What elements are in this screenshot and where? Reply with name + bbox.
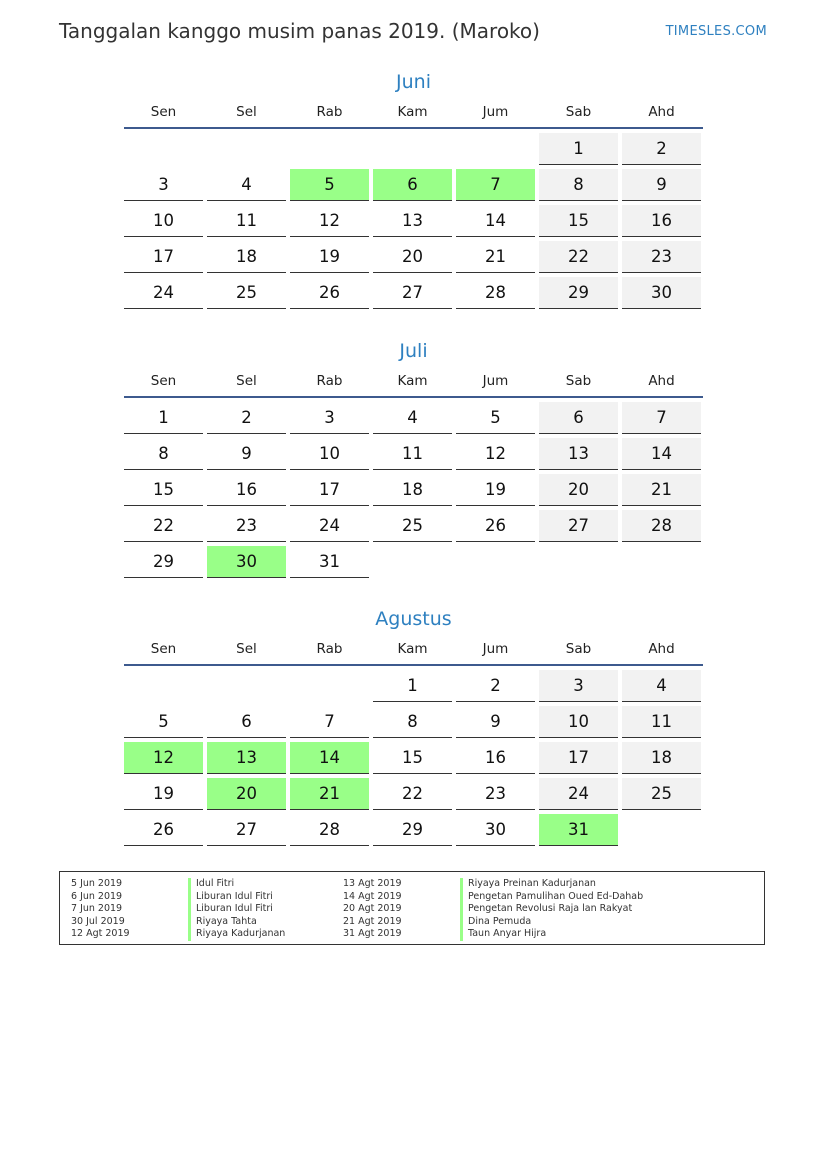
- legend-date: 12 Agt 2019: [71, 928, 130, 939]
- week-row: [124, 814, 703, 846]
- weekday-label: Sab: [565, 641, 592, 657]
- day-cell: 30: [622, 277, 701, 309]
- day-cell: 7: [622, 402, 701, 434]
- legend-holiday-name: Pengetan Revolusi Raja lan Rakyat: [460, 903, 632, 916]
- day-cell: 31: [539, 814, 618, 846]
- day-cell: 5: [124, 706, 203, 738]
- week-row: [124, 277, 703, 309]
- legend-row: [343, 916, 643, 929]
- day-cell: 13: [539, 438, 618, 470]
- day-cell: 21: [290, 778, 369, 810]
- weekday-label: Rab: [316, 641, 343, 657]
- legend-column: [343, 878, 643, 941]
- day-cell: 12: [456, 438, 535, 470]
- day-cell: 9: [456, 706, 535, 738]
- legend-holiday-name: Riyaya Kadurjanan: [188, 928, 285, 941]
- day-cell: 23: [207, 510, 286, 542]
- day-cell: 24: [539, 778, 618, 810]
- week-row: [124, 510, 703, 542]
- week-row: [124, 133, 703, 165]
- legend-holiday-name: Idul Fitri: [188, 878, 234, 891]
- week-row: [124, 670, 703, 702]
- weekday-header: [124, 367, 703, 398]
- weekday-label: Kam: [397, 104, 428, 120]
- weekday-label: Sel: [236, 373, 257, 389]
- day-grid: [124, 670, 703, 846]
- day-cell: 10: [539, 706, 618, 738]
- empty-day-cell: [124, 133, 203, 165]
- day-cell: 4: [373, 402, 452, 434]
- day-cell: 13: [373, 205, 452, 237]
- weekday-label: Kam: [397, 373, 428, 389]
- weekday-label: Ahd: [648, 373, 675, 389]
- day-cell: 14: [456, 205, 535, 237]
- weekday-label: Sen: [150, 641, 177, 657]
- day-grid: [124, 133, 703, 309]
- day-cell: 20: [539, 474, 618, 506]
- day-cell: 26: [290, 277, 369, 309]
- day-cell: 9: [622, 169, 701, 201]
- week-row: [124, 241, 703, 273]
- legend-holiday-name: Dina Pemuda: [460, 916, 531, 929]
- day-cell: 4: [207, 169, 286, 201]
- week-row: [124, 205, 703, 237]
- day-cell: 26: [456, 510, 535, 542]
- day-cell: 17: [124, 241, 203, 273]
- day-cell: 16: [456, 742, 535, 774]
- legend-date: 7 Jun 2019: [71, 903, 123, 914]
- day-cell: 12: [290, 205, 369, 237]
- weekday-label: Kam: [397, 641, 428, 657]
- day-cell: 16: [207, 474, 286, 506]
- weekday-label: Sel: [236, 641, 257, 657]
- day-cell: 14: [622, 438, 701, 470]
- week-row: [124, 706, 703, 738]
- week-row: [124, 474, 703, 506]
- day-cell: 18: [622, 742, 701, 774]
- day-cell: 15: [373, 742, 452, 774]
- day-cell: 7: [456, 169, 535, 201]
- day-cell: 27: [373, 277, 452, 309]
- empty-day-cell: [124, 670, 203, 702]
- month-title: Agustus: [375, 608, 452, 630]
- day-cell: 28: [290, 814, 369, 846]
- weekday-label: Ahd: [648, 104, 675, 120]
- week-row: [124, 438, 703, 470]
- empty-day-cell: [373, 546, 452, 578]
- weekday-label: Jum: [482, 641, 509, 657]
- day-cell: 19: [124, 778, 203, 810]
- weekday-label: Jum: [482, 373, 509, 389]
- day-cell: 17: [539, 742, 618, 774]
- day-cell: 28: [456, 277, 535, 309]
- day-cell: 15: [539, 205, 618, 237]
- weekday-label: Rab: [316, 373, 343, 389]
- legend-date: 14 Agt 2019: [343, 890, 402, 902]
- weekday-label: Sel: [236, 104, 257, 120]
- empty-day-cell: [290, 670, 369, 702]
- legend-holiday-name: Liburan Idul Fitri: [188, 903, 273, 916]
- empty-day-cell: [622, 546, 701, 578]
- day-cell: 22: [373, 778, 452, 810]
- day-cell: 1: [539, 133, 618, 165]
- legend-date: 6 Jun 2019: [71, 890, 123, 902]
- month-august: [124, 605, 703, 850]
- day-cell: 18: [207, 241, 286, 273]
- day-cell: 28: [622, 510, 701, 542]
- day-cell: 5: [290, 169, 369, 201]
- day-cell: 4: [622, 670, 701, 702]
- day-cell: 11: [622, 706, 701, 738]
- day-cell: 8: [539, 169, 618, 201]
- day-cell: 21: [456, 241, 535, 273]
- legend-holiday-name: Riyaya Tahta: [188, 916, 257, 929]
- legend-row: [343, 903, 643, 916]
- legend-holiday-name: Riyaya Preinan Kadurjanan: [460, 878, 596, 891]
- weekday-label: Sab: [565, 373, 592, 389]
- legend-row: [71, 903, 285, 916]
- legend-date: 31 Agt 2019: [343, 928, 402, 939]
- day-cell: 22: [124, 510, 203, 542]
- day-cell: 25: [373, 510, 452, 542]
- day-cell: 21: [622, 474, 701, 506]
- day-cell: 17: [290, 474, 369, 506]
- day-cell: 10: [290, 438, 369, 470]
- month-july: [124, 337, 703, 582]
- day-cell: 30: [207, 546, 286, 578]
- empty-day-cell: [456, 546, 535, 578]
- weekday-label: Rab: [316, 104, 343, 120]
- day-cell: 30: [456, 814, 535, 846]
- day-cell: 18: [373, 474, 452, 506]
- day-cell: 19: [290, 241, 369, 273]
- legend-row: [71, 928, 285, 941]
- empty-day-cell: [373, 133, 452, 165]
- legend-row: [343, 928, 643, 941]
- day-cell: 27: [539, 510, 618, 542]
- holiday-legend: [59, 871, 765, 945]
- day-cell: 20: [207, 778, 286, 810]
- week-row: [124, 546, 703, 578]
- day-cell: 6: [539, 402, 618, 434]
- day-cell: 25: [622, 778, 701, 810]
- legend-holiday-name: Pengetan Pamulihan Oued Ed-Dahab: [460, 891, 643, 904]
- day-cell: 8: [124, 438, 203, 470]
- day-cell: 12: [124, 742, 203, 774]
- month-title: Juli: [399, 340, 428, 362]
- week-row: [124, 742, 703, 774]
- day-cell: 8: [373, 706, 452, 738]
- legend-date: 30 Jul 2019: [71, 915, 125, 927]
- page-title: Tanggalan kanggo musim panas 2019. (Maroko): [59, 19, 540, 43]
- day-cell: 3: [124, 169, 203, 201]
- legend-row: [343, 891, 643, 904]
- day-cell: 1: [124, 402, 203, 434]
- day-grid: [124, 402, 703, 578]
- empty-day-cell: [207, 670, 286, 702]
- weekday-label: Jum: [482, 104, 509, 120]
- empty-day-cell: [207, 133, 286, 165]
- day-cell: 24: [290, 510, 369, 542]
- day-cell: 23: [456, 778, 535, 810]
- legend-holiday-name: Liburan Idul Fitri: [188, 891, 273, 904]
- legend-row: [71, 916, 285, 929]
- empty-day-cell: [622, 814, 701, 846]
- day-cell: 1: [373, 670, 452, 702]
- empty-day-cell: [456, 133, 535, 165]
- legend-row: [71, 891, 285, 904]
- week-row: [124, 402, 703, 434]
- brand-logo-link[interactable]: TIMESLES.COM: [665, 24, 767, 39]
- day-cell: 22: [539, 241, 618, 273]
- month-june: [124, 68, 703, 313]
- day-cell: 20: [373, 241, 452, 273]
- day-cell: 29: [373, 814, 452, 846]
- day-cell: 11: [207, 205, 286, 237]
- legend-holiday-name: Taun Anyar Hijra: [460, 928, 546, 941]
- month-title: Juni: [396, 71, 431, 93]
- legend-date: 20 Agt 2019: [343, 903, 402, 914]
- day-cell: 3: [290, 402, 369, 434]
- day-cell: 15: [124, 474, 203, 506]
- day-cell: 31: [290, 546, 369, 578]
- weekday-header: [124, 635, 703, 666]
- day-cell: 3: [539, 670, 618, 702]
- week-row: [124, 778, 703, 810]
- day-cell: 14: [290, 742, 369, 774]
- legend-date: 5 Jun 2019: [71, 878, 123, 889]
- legend-date: 13 Agt 2019: [343, 878, 402, 889]
- legend-row: [71, 878, 285, 891]
- day-cell: 29: [539, 277, 618, 309]
- day-cell: 13: [207, 742, 286, 774]
- day-cell: 29: [124, 546, 203, 578]
- weekday-label: Sab: [565, 104, 592, 120]
- empty-day-cell: [539, 546, 618, 578]
- day-cell: 10: [124, 205, 203, 237]
- day-cell: 23: [622, 241, 701, 273]
- day-cell: 26: [124, 814, 203, 846]
- legend-row: [343, 878, 643, 891]
- day-cell: 27: [207, 814, 286, 846]
- legend-column: [71, 878, 285, 941]
- day-cell: 5: [456, 402, 535, 434]
- weekday-label: Sen: [150, 104, 177, 120]
- day-cell: 6: [207, 706, 286, 738]
- empty-day-cell: [290, 133, 369, 165]
- day-cell: 9: [207, 438, 286, 470]
- day-cell: 2: [456, 670, 535, 702]
- day-cell: 2: [207, 402, 286, 434]
- week-row: [124, 169, 703, 201]
- day-cell: 2: [622, 133, 701, 165]
- day-cell: 16: [622, 205, 701, 237]
- day-cell: 7: [290, 706, 369, 738]
- weekday-label: Sen: [150, 373, 177, 389]
- day-cell: 11: [373, 438, 452, 470]
- day-cell: 24: [124, 277, 203, 309]
- weekday-label: Ahd: [648, 641, 675, 657]
- legend-date: 21 Agt 2019: [343, 915, 402, 927]
- day-cell: 6: [373, 169, 452, 201]
- day-cell: 19: [456, 474, 535, 506]
- weekday-header: [124, 98, 703, 129]
- day-cell: 25: [207, 277, 286, 309]
